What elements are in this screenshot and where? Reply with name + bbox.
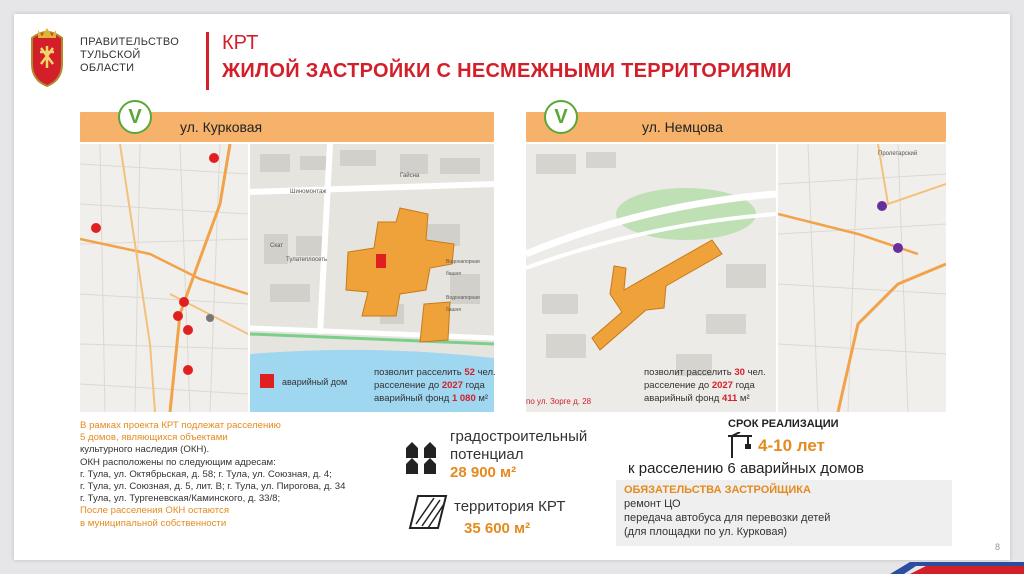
page-number: 8: [994, 542, 1000, 552]
note-line: ОКН расположены по следующим адресам:: [80, 456, 276, 468]
info-text: года: [462, 380, 485, 391]
obligation-item: передача автобуса для перевозки детей: [624, 512, 831, 524]
info-text: позволит расселить: [374, 367, 465, 378]
obligation-item: ремонт ЦО: [624, 498, 681, 510]
info-box-right: [644, 366, 766, 405]
obligation-item: (для площадки по ул. Курковая): [624, 526, 788, 538]
info-text: аварийный фонд: [644, 393, 722, 404]
page-title: ЖИЛОЙ ЗАСТРОЙКИ С НЕСМЕЖНЫМИ ТЕРРИТОРИЯМИ: [222, 60, 792, 82]
info-text: м²: [475, 393, 489, 404]
info-box-left: [374, 366, 496, 405]
info-text: года: [732, 380, 755, 391]
crane-icon: [726, 432, 754, 458]
check-icon: V: [118, 100, 152, 134]
note-line: культурного наследия (ОКН).: [80, 444, 210, 456]
potential-value: 28 900 м²: [450, 464, 517, 481]
legend-emergency-house-label: аварийный дом: [282, 377, 348, 387]
info-text: м²: [737, 393, 750, 404]
map-label: Пролетарский: [878, 151, 918, 157]
map-label: Водонапорная башня: [446, 259, 480, 277]
info-text: чел.: [744, 367, 766, 378]
potential-label: [450, 428, 587, 464]
note-line: В рамках проекта КРТ подлежат расселению: [80, 420, 281, 431]
legend-emergency-house-swatch: [260, 374, 274, 388]
info-line: [374, 392, 496, 405]
street-name-right: ул. Немцова: [642, 119, 723, 135]
info-text: расселение до: [374, 380, 442, 391]
obligations-title: ОБЯЗАТЕЛЬСТВА ЗАСТРОЙЩИКА: [624, 484, 811, 496]
check-icon: V: [544, 100, 578, 134]
info-number: 1 080: [451, 393, 476, 404]
info-number: 2027: [441, 380, 463, 391]
info-number: 411: [721, 393, 738, 404]
hatched-area-icon: [408, 494, 448, 530]
buildings-icon: [402, 438, 440, 478]
territory-label: территория КРТ: [454, 498, 566, 515]
map-label: Водонапорная башня: [446, 295, 480, 313]
info-text: позволит расселить: [644, 367, 735, 378]
info-number: 30: [734, 367, 745, 378]
map-label: Скат: [270, 243, 284, 249]
flag-stripes-decoration: [870, 562, 1024, 574]
note-line: в муниципальной собственности: [80, 517, 227, 529]
org-line: ТУЛЬСКОЙ: [80, 49, 141, 61]
map-label: Шиномонтаж: [290, 189, 327, 195]
info-text: аварийный фонд: [374, 393, 452, 404]
org-line: ОБЛАСТИ: [80, 62, 135, 74]
page-title-abbr: КРТ: [222, 32, 259, 54]
note-line: 5 домов, являющихся объектами: [80, 432, 228, 444]
info-line: [644, 392, 766, 405]
territory-value: 35 600 м²: [464, 520, 531, 537]
address-bar-right: [526, 112, 946, 142]
info-number: 2027: [711, 380, 733, 391]
note-line: После расселения ОКН остаются: [80, 505, 230, 517]
deadline-value: 4-10 лет: [758, 436, 825, 455]
info-line: [644, 366, 766, 379]
note-line: г. Тула, ул. Октябрьская, д. 58; г. Тула, ул. Союзная, д. 4;: [80, 468, 332, 480]
info-text: расселение до: [644, 380, 712, 391]
okn-notes: [80, 420, 420, 530]
slide: [14, 14, 1010, 560]
deadline-label: СРОК РЕАЛИЗАЦИИ: [728, 418, 839, 430]
info-text: чел.: [474, 367, 496, 378]
info-line: [644, 379, 766, 392]
organization-name: [80, 36, 179, 75]
street-name-left: ул. Курковая: [180, 119, 263, 135]
map-label-zorge: по ул. Зорге д. 28: [526, 397, 592, 406]
developer-obligations: [616, 480, 952, 546]
resettle-count: к расселению 6 аварийных домов: [628, 460, 864, 477]
org-line: ПРАВИТЕЛЬСТВО: [80, 36, 180, 48]
note-line: г. Тула, ул. Тургеневская/Каминского, д. 33/8;: [80, 493, 281, 505]
potential-label-line: градостроительный: [450, 428, 588, 445]
note-line: г. Тула, ул. Союзная, д. 5, лит. В; г. Тула, ул. Пирогова, д. 34: [80, 481, 346, 493]
info-line: [374, 379, 496, 392]
info-number: 52: [464, 367, 475, 378]
map-label: Тулатеплосеть: [286, 257, 328, 263]
potential-label-line: потенциал: [450, 446, 524, 463]
map-label: Гайсна: [400, 173, 420, 179]
coat-of-arms-icon: [24, 24, 70, 88]
city-map-left: [80, 144, 248, 412]
city-map-right: [778, 144, 946, 412]
info-line: [374, 366, 496, 379]
title-divider: [206, 32, 209, 90]
